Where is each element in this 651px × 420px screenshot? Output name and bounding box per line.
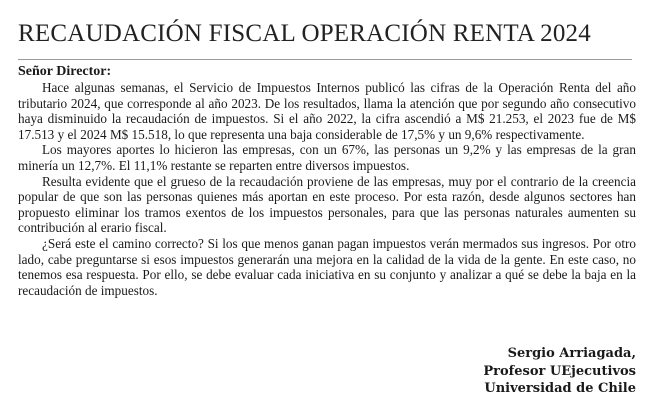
letter-signature	[483, 345, 636, 398]
title-divider	[18, 59, 632, 60]
signature-name: Sergio Arriagada,	[507, 346, 636, 361]
body-paragraph-2: Los mayores aportes lo hicieron las empresas, con un 67%, las personas un 9,2% y las empresas de la gran minería un 12,7%. El 11,1% restante se reparten entre diversos impuestos.	[18, 142, 636, 173]
body-paragraph-4: ¿Será este el camino correcto? Si los que menos ganan pagan impuestos verán mermados sus ingresos. Por otro lado, cabe preguntarse si esos impuestos generarán una mejora en la calidad de la vida de la gente. En este caso, no tenemos esa respuesta. Por ello, se debe evaluar cada iniciativa en su conjunto y analizar a qué se debe la baja en la recaudación de impuestos.	[18, 235, 636, 298]
letter-salutation: Señor Director:	[18, 64, 112, 79]
letter-body	[18, 80, 636, 298]
letter-title: RECAUDACIÓN FISCAL OPERACIÓN RENTA 2024	[18, 20, 591, 47]
signature-role: Profesor UEjecutivos	[483, 363, 636, 379]
body-paragraph-3: Resulta evidente que el grueso de la recaudación proviene de las empresas, muy por el contrario de la creencia popular de que son las personas quienes más aportan en este proceso. Por esta razón, desde algunos sectores han propuesto eliminar los tramos exentos de los impuestos personales, para que las personas naturales aumenten su contribución al erario fiscal.	[18, 173, 636, 236]
signature-institution: Universidad de Chile	[484, 381, 636, 396]
body-paragraph-1: Hace algunas semanas, el Servicio de Impuestos Internos publicó las cifras de la Operación Renta del año tributario 2024, que corresponde al año 2023. De los resultados, llama la atención que por segundo año consecutivo haya disminuido la recaudación de impuestos. Si el año 2022, la cifra ascendió a M$ 21.253, el 2023 fue de M$ 17.513 y el 2024 M$ 15.518, lo que representa una baja considerable de 17,5% y un 9,6% respectivamente.	[18, 80, 636, 142]
